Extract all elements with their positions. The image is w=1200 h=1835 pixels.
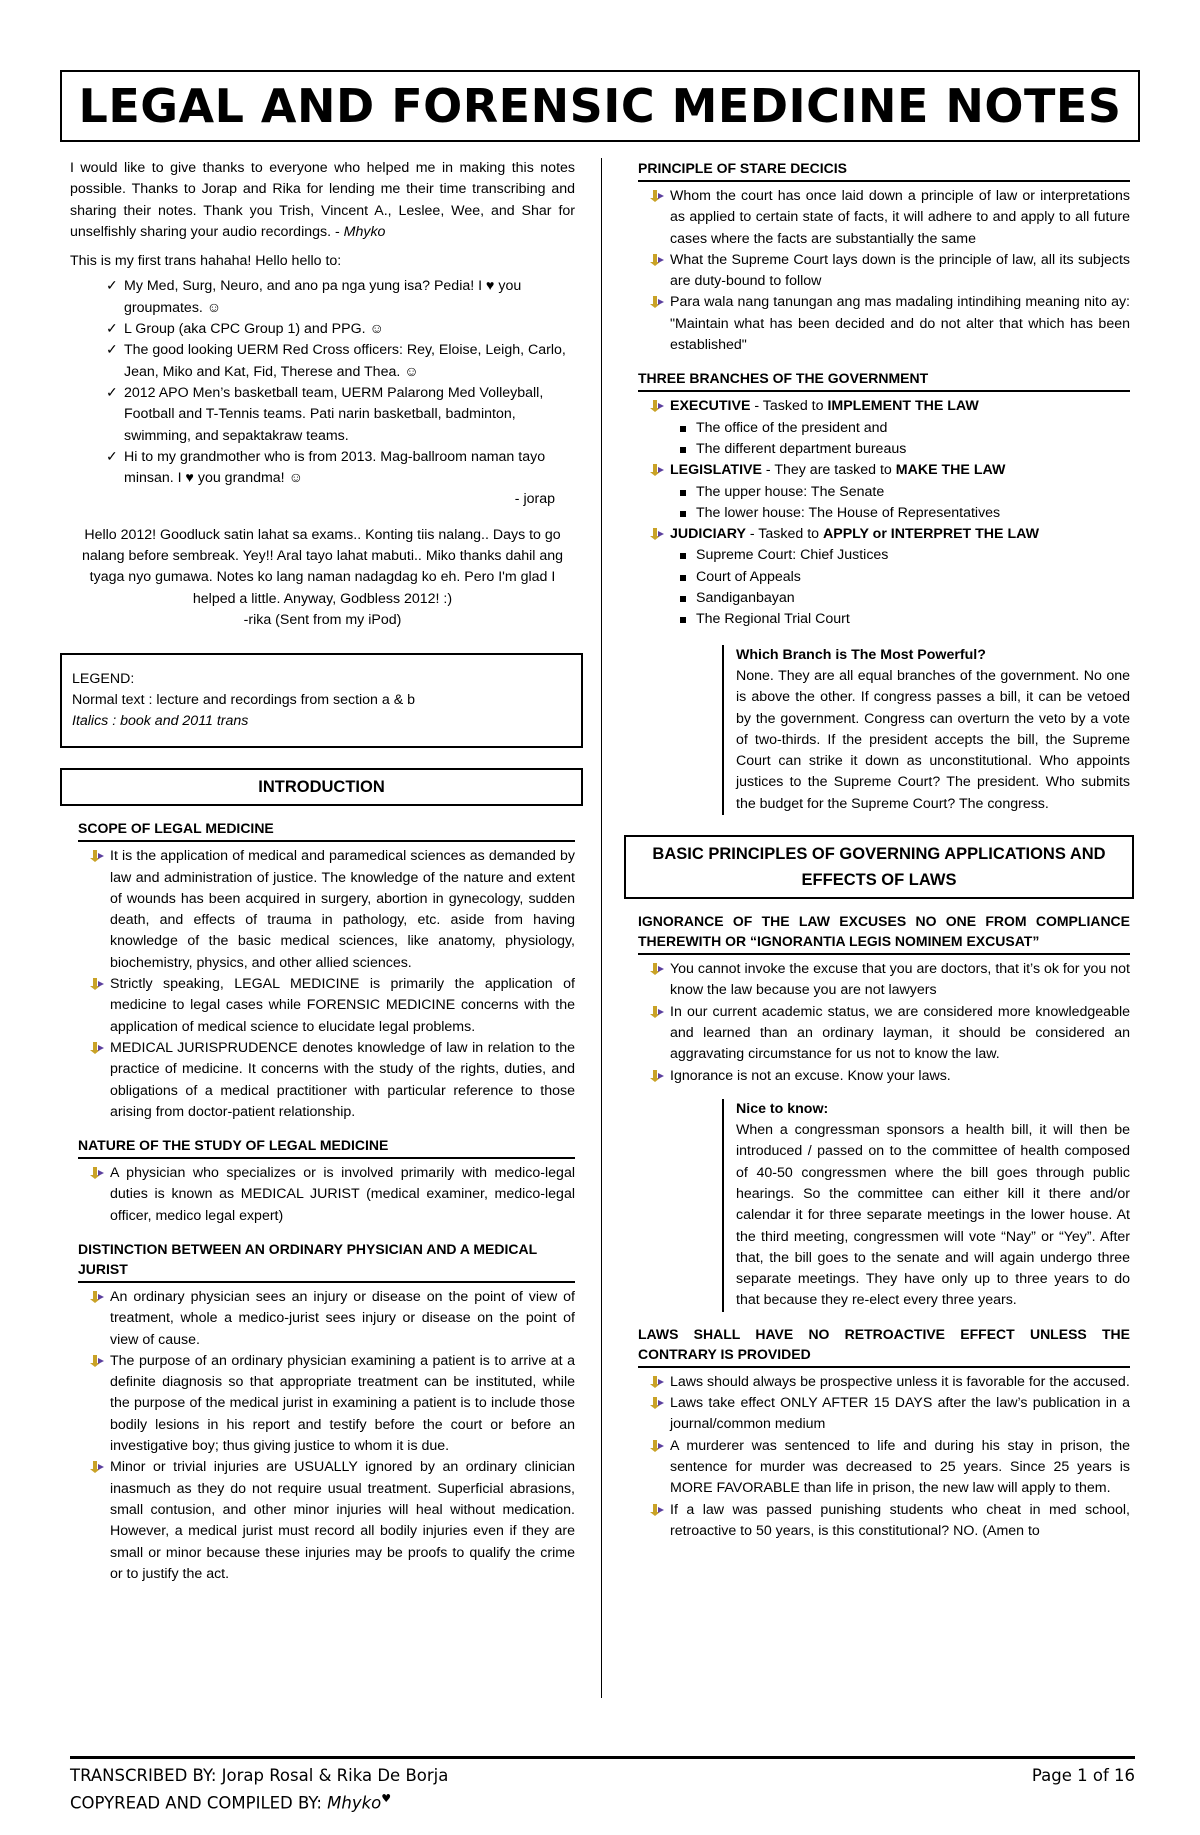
list-item bbox=[650, 1002, 1130, 1066]
arrow-bullet-icon bbox=[90, 1354, 106, 1368]
page-number: Page 1 of 16 bbox=[1031, 1766, 1135, 1785]
item-text: Para wala nang tanungan ang mas madaling intindihing meaning nito ay: "Maintain what has been decided and do not alter that which has been established" bbox=[670, 294, 1130, 354]
legend-normal: Normal text : lecture and recordings from section a & b bbox=[72, 692, 416, 709]
subheading-nature: NATURE OF THE STUDY OF LEGAL MEDICINE bbox=[78, 1135, 575, 1159]
list-item: The office of the president and bbox=[678, 418, 1130, 439]
subheading-ignorance: IGNORANCE OF THE LAW EXCUSES NO ONE FROM COMPLIANCE THEREWITH OR “IGNORANTIA LEGIS NOMINEM EXCUSAT” bbox=[638, 911, 1130, 955]
page-title: LEGAL AND FORENSIC MEDICINE NOTES bbox=[78, 79, 1122, 133]
branch-name: EXECUTIVE bbox=[670, 398, 751, 415]
branches-list bbox=[650, 396, 1130, 417]
note-title: Nice to know: bbox=[736, 1100, 829, 1117]
shoutout-text: My Med, Surg, Neuro, and ano pa nga yung isa? Pedia! I ♥ you groupmates. ☺ bbox=[124, 278, 522, 316]
item-text: Ignorance is not an excuse. Know your laws. bbox=[670, 1067, 951, 1084]
item-text: An ordinary physician sees an injury or disease on the point of view of treatment, whole a medico-jurist sees injury or disease on the point of view of cause. bbox=[110, 1288, 575, 1348]
item-text: A murderer was sentenced to life and during his stay in prison, the sentence for murder was decreased to 25 years. Since 25 years is MORE FAVORABLE than life in prison, the new law will apply to them. bbox=[670, 1437, 1130, 1497]
legend-italic: Italics : book and 2011 trans bbox=[72, 713, 249, 730]
arrow-bullet-icon bbox=[650, 962, 666, 976]
shoutout-text: Hi to my grandmother who is from 2013. Mag-ballroom naman tayo minsan. I ♥ you grandma! ☺ bbox=[124, 448, 546, 487]
subheading-stare-decisis: PRINCIPLE OF STARE DECICIS bbox=[638, 158, 1130, 182]
thanks-text: I would like to give thanks to everyone who helped me in making this notes possible. Thanks to Jorap and Rika for lending me their time transcribing and sharing their notes. Thank you Trish, Vincent A., Leslee, Wee, and Shar for unselfishly sharing your audio recordings. - bbox=[70, 160, 575, 240]
branch-desc: - Tasked to bbox=[745, 526, 823, 543]
legend-box bbox=[60, 653, 583, 748]
list-item-judiciary bbox=[650, 524, 1130, 545]
list-item bbox=[650, 292, 1130, 356]
branch-task: IMPLEMENT THE LAW bbox=[827, 398, 979, 415]
arrow-bullet-icon bbox=[90, 849, 106, 863]
arrow-bullet-icon bbox=[650, 1005, 666, 1019]
list-item: The lower house: The House of Representatives bbox=[678, 503, 1130, 524]
subheading-scope: SCOPE OF LEGAL MEDICINE bbox=[78, 818, 575, 842]
list-item: The different department bureaus bbox=[678, 439, 1130, 460]
item-text: You cannot invoke the excuse that you are doctors, that it’s ok for you not know the law because you are not lawyers bbox=[670, 961, 1130, 999]
branch-task: MAKE THE LAW bbox=[895, 462, 1006, 479]
list-item bbox=[90, 1457, 575, 1585]
list-item bbox=[650, 1372, 1130, 1393]
list-item bbox=[90, 846, 575, 974]
subheading-distinction: DISTINCTION BETWEEN AN ORDINARY PHYSICIAN AND A MEDICAL JURIST bbox=[78, 1239, 575, 1283]
thanks-paragraph bbox=[70, 158, 575, 243]
arrow-bullet-icon bbox=[650, 1396, 666, 1410]
check-icon: ✓ bbox=[106, 278, 118, 295]
item-text: MEDICAL JURISPRUDENCE denotes knowledge of law in relation to the practice of medicine. It concerns with the study of the rights, duties, and obligations of a medical practitioner with particular reference to those arising from doctor-patient relationship. bbox=[110, 1039, 575, 1120]
nature-list bbox=[90, 1163, 575, 1227]
list-item bbox=[106, 276, 575, 319]
note-text: When a congressman sponsors a health bill, it will then be introduced / passed on to the committee of health composed of 40-50 congressmen where the bill goes through public hearings. So the committee can either kill it there and/or calendar it for three separate meetings in the lower house. At the third meeting, congressmen will vote “Nay” or “Yey”. After that, the bill goes to the senate and will again undergo three separate meetings. They have only up to three years to do that because they re-elect every three years. bbox=[736, 1122, 1130, 1309]
retroactive-list bbox=[650, 1372, 1130, 1542]
legislative-sublist bbox=[678, 482, 1130, 525]
title-box bbox=[60, 70, 1140, 142]
check-icon: ✓ bbox=[106, 448, 118, 465]
check-icon: ✓ bbox=[106, 342, 118, 359]
left-column bbox=[70, 158, 575, 1585]
arrow-bullet-icon bbox=[90, 1166, 106, 1180]
arrow-bullet-icon bbox=[90, 1290, 106, 1304]
nice-to-know-note bbox=[722, 1099, 1130, 1312]
check-icon: ✓ bbox=[106, 321, 118, 338]
arrow-bullet-icon bbox=[650, 1069, 666, 1083]
branch-desc: - They are tasked to bbox=[761, 462, 896, 479]
shoutout-list bbox=[106, 276, 575, 489]
list-item bbox=[90, 1287, 575, 1351]
subheading-retroactive: LAWS SHALL HAVE NO RETROACTIVE EFFECT UNLESS THE CONTRARY IS PROVIDED bbox=[638, 1324, 1130, 1368]
list-item: The upper house: The Senate bbox=[678, 482, 1130, 503]
scope-list bbox=[90, 846, 575, 1123]
arrow-bullet-icon bbox=[650, 463, 666, 477]
section-introduction: INTRODUCTION bbox=[60, 768, 583, 806]
list-item-legislative bbox=[650, 460, 1130, 481]
transcribed-label: TRANSCRIBED BY: bbox=[70, 1766, 217, 1785]
list-item bbox=[106, 383, 575, 447]
footer-row-2 bbox=[70, 1792, 1135, 1813]
list-item bbox=[650, 1393, 1130, 1436]
executive-sublist bbox=[678, 418, 1130, 461]
item-text: A physician who specializes or is involved primarily with medico-legal duties is known as MEDICAL JURIST (medical examiner, medico-legal officer, medico legal expert) bbox=[110, 1165, 575, 1224]
list-item: The Regional Trial Court bbox=[678, 609, 1130, 630]
subheading-branches: THREE BRANCHES OF THE GOVERNMENT bbox=[638, 368, 1130, 392]
list-item bbox=[90, 974, 575, 1038]
list-item: Supreme Court: Chief Justices bbox=[678, 545, 1130, 566]
footer-rule bbox=[70, 1756, 1135, 1759]
list-item bbox=[650, 186, 1130, 250]
list-item bbox=[650, 1500, 1130, 1543]
item-text: Strictly speaking, LEGAL MEDICINE is primarily the application of medicine to legal cases while FORENSIC MEDICINE concerns with the application of medical science to elucidate legal problems. bbox=[110, 976, 575, 1035]
branches-list-legislative bbox=[650, 460, 1130, 481]
branch-name: LEGISLATIVE bbox=[670, 462, 762, 479]
arrow-bullet-icon bbox=[90, 1041, 106, 1055]
rika-message: Hello 2012! Goodluck satin lahat sa exams.. Konting tiis nalang.. Days to go nalang before sembreak. Yey!! Aral tayo lahat mabuti.. Miko thanks dahil ang tyaga nyo gumawa. Notes ko lang naman nadagdag ko eh. Pero I'm glad I helped a little. Anyway, Godbless 2012! :) bbox=[81, 526, 564, 607]
thanks-signature: Mhyko bbox=[343, 223, 386, 240]
list-item bbox=[650, 959, 1130, 1002]
arrow-bullet-icon bbox=[650, 295, 666, 309]
list-item: Court of Appeals bbox=[678, 567, 1130, 588]
column-divider bbox=[601, 158, 602, 1698]
arrow-bullet-icon bbox=[90, 1460, 106, 1474]
shoutout-text: L Group (aka CPC Group 1) and PPG. ☺ bbox=[124, 321, 384, 338]
item-text: The purpose of an ordinary physician examining a patient is to arrive at a definite diagnosis so that appropriate treatment can be instituted, while the purpose of the medical jurist in examining a patient is to include those bodily lesions in his report and testify before the court or before an investigative boy; thus giving justice to whom it is due. bbox=[110, 1352, 575, 1455]
section-basic-principles: BASIC PRINCIPLES OF GOVERNING APPLICATIONS AND EFFECTS OF LAWS bbox=[624, 835, 1134, 899]
branch-desc: - Tasked to bbox=[750, 398, 828, 415]
arrow-bullet-icon bbox=[650, 399, 666, 413]
compiled-label: COPYREAD AND COMPILED BY: bbox=[70, 1793, 322, 1813]
rika-signature: -rika (Sent from my iPod) bbox=[243, 611, 402, 628]
footer-row-1 bbox=[70, 1766, 1135, 1785]
branch-name: JUDICIARY bbox=[670, 526, 746, 543]
item-text: If a law was passed punishing students who cheat in med school, retroactive to 50 years, is this constitutional? NO. (Amen to bbox=[670, 1501, 1130, 1539]
branches-list-judiciary bbox=[650, 524, 1130, 545]
arrow-bullet-icon bbox=[650, 1503, 666, 1517]
heart-icon: ♥ bbox=[381, 1792, 392, 1805]
item-text: In our current academic status, we are considered more knowledgeable and learned than an ordinary layman, it should be considered an aggravating circumstance for us not to know the law. bbox=[670, 1003, 1130, 1063]
arrow-bullet-icon bbox=[650, 527, 666, 541]
shoutout-text: The good looking UERM Red Cross officers: Rey, Eloise, Leigh, Carlo, Jean, Miko and Kat, Fid, Therese and Thea. ☺ bbox=[124, 342, 566, 380]
list-item bbox=[90, 1351, 575, 1457]
branch-task: APPLY or INTERPRET THE LAW bbox=[822, 526, 1039, 543]
list-item bbox=[90, 1163, 575, 1227]
legend-title: LEGEND: bbox=[72, 671, 135, 688]
judiciary-sublist bbox=[678, 545, 1130, 630]
transcribed-names: Jorap Rosal & Rika De Borja bbox=[216, 1766, 449, 1785]
note-title: Which Branch is The Most Powerful? bbox=[736, 646, 986, 663]
arrow-bullet-icon bbox=[650, 1439, 666, 1453]
list-item bbox=[106, 340, 575, 383]
note-text: None. They are all equal branches of the government. No one is above the other. If congress passes a bill, it can be vetoed by the government. Congress can overturn the veto by a vote of two-thirds. If the president accepts the bill, the Supreme Court can strike it down as unconstitutional. Who appoints justices to the Supreme Court? The president. Who submits the budget for the Supreme Court? The congress. bbox=[736, 667, 1130, 812]
right-column bbox=[630, 158, 1130, 1542]
compiled-name: Mhyko bbox=[327, 1793, 382, 1813]
arrow-bullet-icon bbox=[90, 977, 106, 991]
item-text: Laws take effect ONLY AFTER 15 DAYS after the law’s publication in a journal/common medium bbox=[670, 1395, 1130, 1433]
stare-list bbox=[650, 186, 1130, 356]
item-text: Minor or trivial injuries are USUALLY ignored by an ordinary clinician inasmuch as they do not require usual treatment. Superficial abrasions, small contusion, and other minor injuries will heal without medication. However, a medical jurist must record all bodily injuries even if they are small or minor because these injuries may be proofs to qualify the crime or to justify the act. bbox=[110, 1459, 575, 1582]
item-text: What the Supreme Court lays down is the principle of law, all its subjects are duty-bound to follow bbox=[670, 251, 1130, 290]
shoutout-text: 2012 APO Men’s basketball team, UERM Palarong Med Volleyball, Football and T-Tennis teams. Pati narin basketball, badminton, swimming, and sepaktakraw teams. bbox=[124, 384, 544, 444]
arrow-bullet-icon bbox=[650, 1375, 666, 1389]
list-item bbox=[106, 447, 575, 490]
item-text: Laws should always be prospective unless it is favorable for the accused. bbox=[670, 1373, 1130, 1390]
powerful-branch-note bbox=[722, 645, 1130, 815]
distinction-list bbox=[90, 1287, 575, 1585]
list-item bbox=[90, 1038, 575, 1123]
list-item-executive bbox=[650, 396, 1130, 417]
item-text: Whom the court has once laid down a principle of law or interpretations as applied to certain state of facts, it will adhere to and apply to all future cases where the facts are substantially the same bbox=[670, 188, 1130, 247]
item-text: It is the application of medical and paramedical sciences as demanded by law and administration of justice. The knowledge of the nature and extent of wounds has been acquired in surgery, abortion in gynecology, sudden death, and effects of trauma in pathology, etc. aside from having knowledge of the basic medical sciences, like anatomy, physiology, biochemistry, physics, and other allied sciences. bbox=[110, 848, 575, 971]
arrow-bullet-icon bbox=[650, 189, 666, 203]
jorap-signature: - jorap bbox=[514, 491, 555, 508]
list-item bbox=[106, 319, 575, 340]
list-item bbox=[650, 250, 1130, 293]
first-trans-text: This is my first trans hahaha! Hello hello to: bbox=[70, 253, 342, 270]
list-item: Sandiganbayan bbox=[678, 588, 1130, 609]
arrow-bullet-icon bbox=[650, 253, 666, 267]
check-icon: ✓ bbox=[106, 384, 118, 401]
ignorance-list bbox=[650, 959, 1130, 1087]
list-item bbox=[650, 1436, 1130, 1500]
list-item bbox=[650, 1066, 1130, 1087]
